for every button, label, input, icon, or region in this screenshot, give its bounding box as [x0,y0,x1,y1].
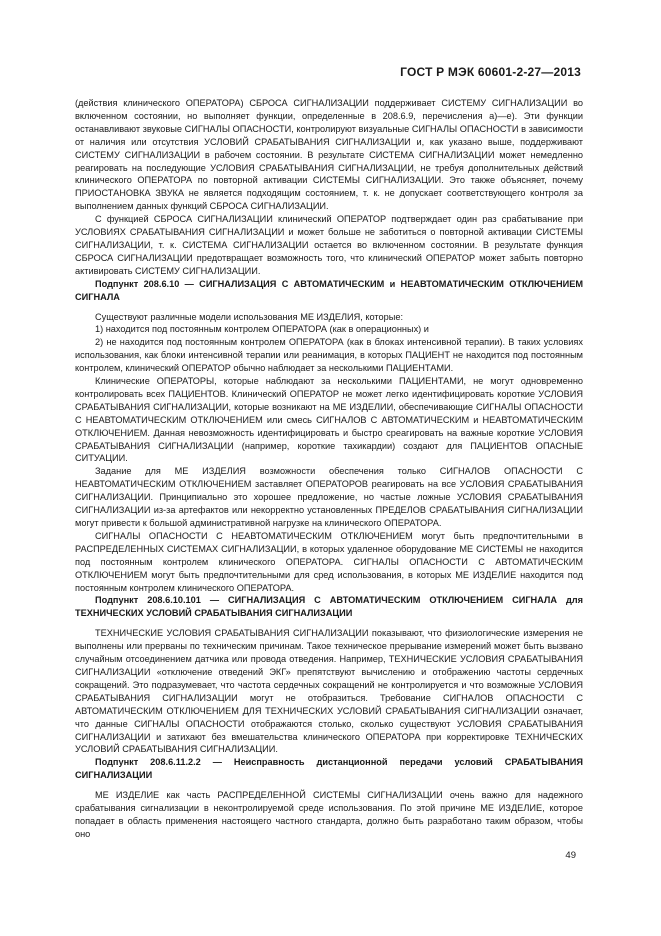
list-item: 2) не находится под постоянным контролем ОПЕРАТОРА (как в блоках интенсивной терапии). В таких условиях использования, как блоки интенсивной терапии или реанимация, в которых ПАЦИЕНТ не находится под постоянным контролем, клинический ОПЕРАТОР обычно наблюдает за несколькими ПАЦИЕНТАМИ. [75,337,583,374]
paragraph: ТЕХНИЧЕСКИЕ УСЛОВИЯ СРАБАТЫВАНИЯ СИГНАЛИЗАЦИИ показывают, что физиологические измерения не выполнены или прерваны по техническим причинам. Такое техническое прерывание измерений может быть вызвано случайным отсоединением датчика или провода отведения. Например, ТЕХНИЧЕСКИЕ УСЛОВИЯ СРАБАТЫВАНИЯ СИГНАЛИЗАЦИИ «отключение отведений ЭКГ» препятствуют вычислению и отображению частоты сердечных сокращений. Это подразумевает, что частота сердечных сокращений не контролируется и что возможные УСЛОВИЯ СРАБАТЫВАНИЯ СИГНАЛИЗАЦИИ могут не отобразиться. Требование СИГНАЛОВ ОПАСНОСТИ С АВТОМАТИЧЕСКИМ ОТКЛЮЧЕНИЕМ ДЛЯ ТЕХНИЧЕСКИХ УСЛОВИЙ СРАБАТЫВАНИЯ СИГНАЛИЗАЦИИ означает, что данные СИГНАЛЫ ОПАСНОСТИ отображаются столько, сколько существуют УСЛОВИЯ СРАБАТЫВАНИЯ СИГНАЛИЗАЦИИ и затихают без вмешательства клинического ОПЕРАТОРА при корректировке ТЕХНИЧЕСКИХ УСЛОВИЙ СРАБАТЫВАНИЯ СИГНАЛИЗАЦИИ. [75,628,583,755]
paragraph: МЕ ИЗДЕЛИЕ как часть РАСПРЕДЕЛЕННОЙ СИСТЕМЫ СИГНАЛИЗАЦИИ очень важно для надежного срабатывания сигнализации в неконтролируемой среде использования. По этой причине МЕ ИЗДЕЛИЕ, которое попадает в область применения настоящего частного стандарта, должно быть разработано таким образом, чтобы оно [75,790,583,839]
document-body [75,97,583,841]
paragraph: Задание для МЕ ИЗДЕЛИЯ возможности обеспечения только СИГНАЛОВ ОПАСНОСТИ С НЕАВТОМАТИЧЕСКИМ ОТКЛЮЧЕНИЕМ заставляет ОПЕРАТОРОВ реагировать на все УСЛОВИЯ СРАБАТЫВАНИЯ СИГНАЛИЗАЦИИ. Принципиально это хорошее предложение, но частые ложные УСЛОВИЯ СРАБАТЫВАНИЯ СИГНАЛИЗАЦИИ из-за артефактов или некорректно установленных ПРЕДЕЛОВ СРАБАТЫВАНИЯ СИГНАЛИЗАЦИИ могут привести к большой административной нагрузке на клинического ОПЕРАТОРА. [75,466,583,528]
list-item: 1) находится под постоянным контролем ОПЕРАТОРА (как в операционных) и [95,324,429,335]
paragraph: Клинические ОПЕРАТОРЫ, которые наблюдают за несколькими ПАЦИЕНТАМИ, не могут одновременно контролировать всех ПАЦИЕНТОВ. Клинический ОПЕРАТОР не может легко идентифицировать короткие УСЛОВИЯ СРАБАТЫВАНИЯ СИГНАЛИЗАЦИИ, которые возникают на МЕ ИЗДЕЛИИ, обеспечивающие СИГНАЛЫ ОПАСНОСТИ С НЕАВТОМАТИЧЕСКИМ ОТКЛЮЧЕНИЕМ или смесь СИГНАЛОВ С АВТОМАТИЧЕСКИМ и НЕАВТОМАТИЧЕСКИМ ОТКЛЮЧЕНИЕМ. Данная невозможность идентифицировать и быстро среагировать на важные короткие УСЛОВИЯ СРАБАТЫВАНИЯ СИГНАЛИЗАЦИИ (например, короткие тахикардии) создают для ПАЦИЕНТОВ ОПАСНЫЕ СИТУАЦИИ. [75,376,583,464]
paragraph: СИГНАЛЫ ОПАСНОСТИ С НЕАВТОМАТИЧЕСКИМ ОТКЛЮЧЕНИЕМ могут быть предпочтительными в РАСПРЕДЕЛЕННЫХ СИСТЕМАХ СИГНАЛИЗАЦИИ, в которых удаленное оборудование МЕ СИСТЕМЫ не находится под постоянным контролем клинического ОПЕРАТОРА. СИГНАЛЫ ОПАСНОСТИ С АВТОМАТИЧЕСКИМ ОТКЛЮЧЕНИЕМ могут быть предпочтительными для сред использования, в которых МЕ ИЗДЕЛИЕ находится под постоянным контролем клинического ОПЕРАТОРА. [75,530,583,593]
paragraph: С функцией СБРОСА СИГНАЛИЗАЦИИ клинический ОПЕРАТОР подтверждает один раз срабатывание при УСЛОВИЯХ СРАБАТЫВАНИЯ СИГНАЛИЗАЦИИ и может больше не заботиться о повторной активации СИСТЕМЫ СИГНАЛИЗАЦИИ, т. к. СИСТЕМА СИГНАЛИЗАЦИИ остается во включенном состоянии. В результате функция СБРОСА СИГНАЛИЗАЦИИ предотвращает возможность того, что клинический ОПЕРАТОР может забыть повторно активировать СИСТЕМУ СИГНАЛИЗАЦИИ. [75,214,583,276]
subclause-heading: Подпункт 208.6.10.101 — СИГНАЛИЗАЦИЯ С АВТОМАТИЧЕСКИМ ОТКЛЮЧЕНИЕМ СИГНАЛА для ТЕХНИЧЕСКИХ УСЛОВИЙ СРАБАТЫВАНИЯ СИГНАЛИЗАЦИИ [75,595,583,619]
paragraph: Существуют различные модели использования МЕ ИЗДЕЛИЯ, которые: [95,311,404,322]
document-code-header: ГОСТ Р МЭК 60601-2-27—2013 [400,65,581,79]
subclause-heading: Подпункт 208.6.11.2.2 — Неисправность дистанционной передачи условий СРАБАТЫВАНИЯ СИГНАЛИЗАЦИИ [75,757,583,781]
paragraph: (действия клинического ОПЕРАТОРА) СБРОСА СИГНАЛИЗАЦИИ поддерживает СИСТЕМУ СИГНАЛИЗАЦИИ во включенном состоянии, но выполняет функции, определенные в 208.6.9, перечисления а)—е). Эти функции останавливают звуковые СИГНАЛЫ ОПАСНОСТИ, контролируют визуальные СИГНАЛЫ ОПАСНОСТИ в зависимости от наличия или отсутствия УСЛОВИЙ СРАБАТЫВАНИЯ СИГНАЛИЗАЦИИ и, как указано выше, поддерживают СИСТЕМУ СИГНАЛИЗАЦИИ в рабочем состоянии. В результате СИСТЕМА СИГНАЛИЗАЦИИ может немедленно реагировать на последующие УСЛОВИЯ СРАБАТЫВАНИЯ СИГНАЛИЗАЦИИ, не требуя дополнительных действий клинического ОПЕРАТОРА по повторной активации СИСТЕМЫ СИГНАЛИЗАЦИИ. Это также объясняет, почему ПРИОСТАНОВКА ЗВУКА не является подходящим состоянием, т. к. не допускает соответствующего контроля за выполнением данных функций СБРОСА СИГНАЛИЗАЦИИ. [75,98,583,212]
page-number: 49 [565,850,576,861]
subclause-heading: Подпункт 208.6.10 — СИГНАЛИЗАЦИЯ С АВТОМАТИЧЕСКИМ и НЕАВТОМАТИЧЕСКИМ ОТКЛЮЧЕНИЕМ СИГНАЛА [75,278,583,302]
